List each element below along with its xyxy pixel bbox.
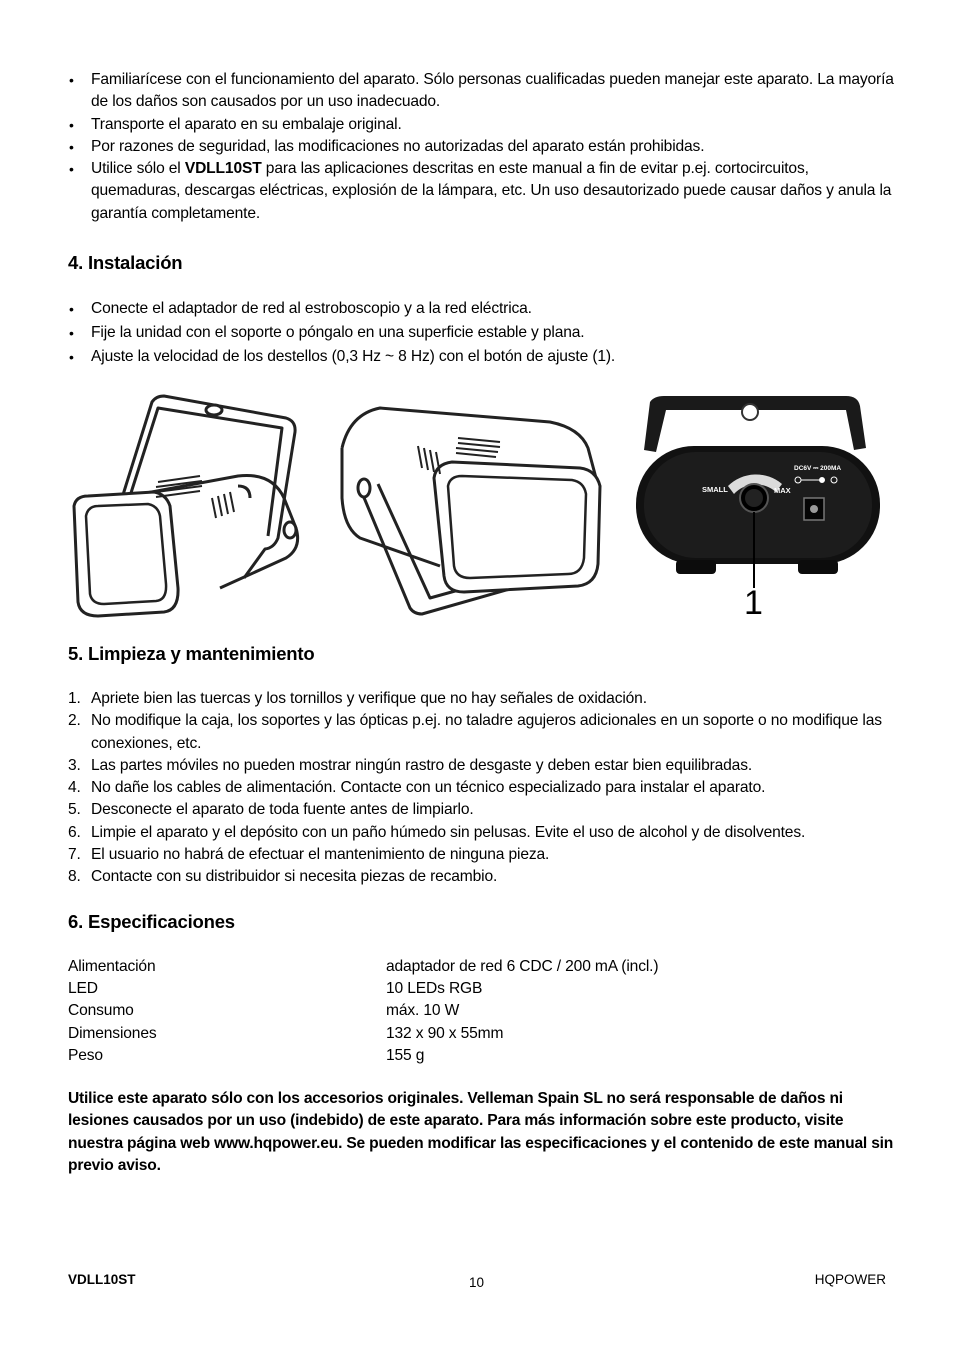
spec-value: máx. 10 W — [386, 1002, 460, 1020]
cleaning-item: 7. El usuario no habrá de efectuar el mantenimiento de ninguna pieza. — [68, 846, 550, 864]
product-illustrations — [60, 388, 900, 628]
strobe-bracket-view-1 — [74, 396, 298, 616]
specifications-heading: 6. Especificaciones — [68, 911, 235, 932]
disclaimer-note: Utilice este aparato sólo con los accesorios originales. Velleman Spain SL no será responsable de daños ni lesiones causados por un uso (indebido) de este aparato. Para más información sobre este producto, visite nuestra página web www.hqpower.eu. Se pueden modificar las especificaciones y el contenido de este manual sin previo aviso. — [68, 1090, 894, 1174]
spec-label: Consumo — [68, 1002, 134, 1020]
cleaning-item: 8. Contacte con su distribuidor si necesita piezas de recambio. — [68, 868, 498, 886]
installation-item: • Fije la unidad con el soporte o póngalo en una superficie estable y plana. — [68, 322, 898, 344]
specifications-table — [68, 956, 888, 1067]
safety-bullet: • Transporte el aparato en su embalaje original. — [68, 114, 898, 136]
footer-model: VDLL10ST — [68, 1272, 136, 1287]
knob-label-small: SMALL — [702, 485, 728, 494]
spec-label: Dimensiones — [68, 1024, 157, 1042]
knob-label-max: MAX — [774, 486, 791, 495]
cleaning-item: 2. No modifique la caja, los soportes y las ópticas p.ej. no taladre agujeros adicionales en un soporte o no modifique las conexiones, etc. — [68, 712, 882, 752]
rear-panel-photo — [636, 396, 880, 588]
product-figures — [60, 388, 900, 628]
cleaning-item: 1. Apriete bien las tuercas y los tornillos y verifique que no hay señales de oxidación. — [68, 690, 647, 707]
power-rating-label: DC6V ⎓ 200MA — [794, 465, 842, 472]
spec-value: 10 LEDs RGB — [386, 980, 483, 998]
safety-bullet: • Utilice sólo el VDLL10ST para las aplicaciones descritas en este manual a fin de evitar p.ej. cortocircuitos, quemaduras, descargas eléctricas, explosión de la lámpara, etc. Un uso desautorizado puede causar daños y anula la garantía completamente. — [68, 158, 898, 225]
safety-bullet-list — [68, 69, 898, 225]
safety-bullet: • Familiarícese con el funcionamiento del aparato. Sólo personas cualificadas pueden manejar este aparato. La mayoría de los daños son causados por un uso inadecuado. — [68, 69, 898, 114]
spec-row — [68, 978, 888, 1000]
spec-value: adaptador de red 6 CDC / 200 mA (incl.) — [386, 958, 659, 975]
spec-row — [68, 1023, 888, 1045]
model-name: VDLL10ST — [184, 160, 262, 178]
footer-brand: HQPOWER — [814, 1272, 886, 1287]
spec-label: Peso — [68, 1046, 103, 1064]
installation-list — [68, 298, 898, 368]
spec-row — [68, 1000, 888, 1022]
cleaning-item: 3. Las partes móviles no pueden mostrar ningún rastro de desgaste y deben estar bien equilibradas. — [68, 756, 753, 774]
spec-label: LED — [68, 980, 98, 998]
cleaning-heading: 5. Limpieza y mantenimiento — [68, 643, 315, 664]
spec-value: 155 g — [386, 1046, 425, 1064]
cleaning-item: 4. No dañe los cables de alimentación. Contacte con un técnico especializado para instalar el aparato. — [68, 779, 766, 797]
cleaning-list — [68, 688, 898, 889]
spec-row — [68, 956, 888, 978]
cleaning-item: 5. Desconecte el aparato de toda fuente antes de limpiarlo. — [68, 801, 474, 819]
cleaning-item: 6. Limpie el aparato y el depósito con un paño húmedo sin pelusas. Evite el uso de alcohol y de disolventes. — [68, 823, 806, 841]
knob-callout-number: 1 — [744, 584, 763, 622]
installation-heading: 4. Instalación — [68, 252, 183, 273]
installation-item: • Conecte el adaptador de red al estroboscopio y a la red eléctrica. — [68, 298, 898, 320]
spec-value: 132 x 90 x 55mm — [386, 1024, 504, 1042]
spec-label: Alimentación — [68, 958, 156, 975]
safety-bullet: • Por razones de seguridad, las modificaciones no autorizadas del aparato están prohibidas. — [68, 136, 898, 158]
footer-page-number: 10 — [469, 1275, 485, 1290]
installation-item: • Ajuste la velocidad de los destellos (0,3 Hz ~ 8 Hz) con el botón de ajuste (1). — [68, 346, 898, 368]
spec-row — [68, 1045, 888, 1067]
